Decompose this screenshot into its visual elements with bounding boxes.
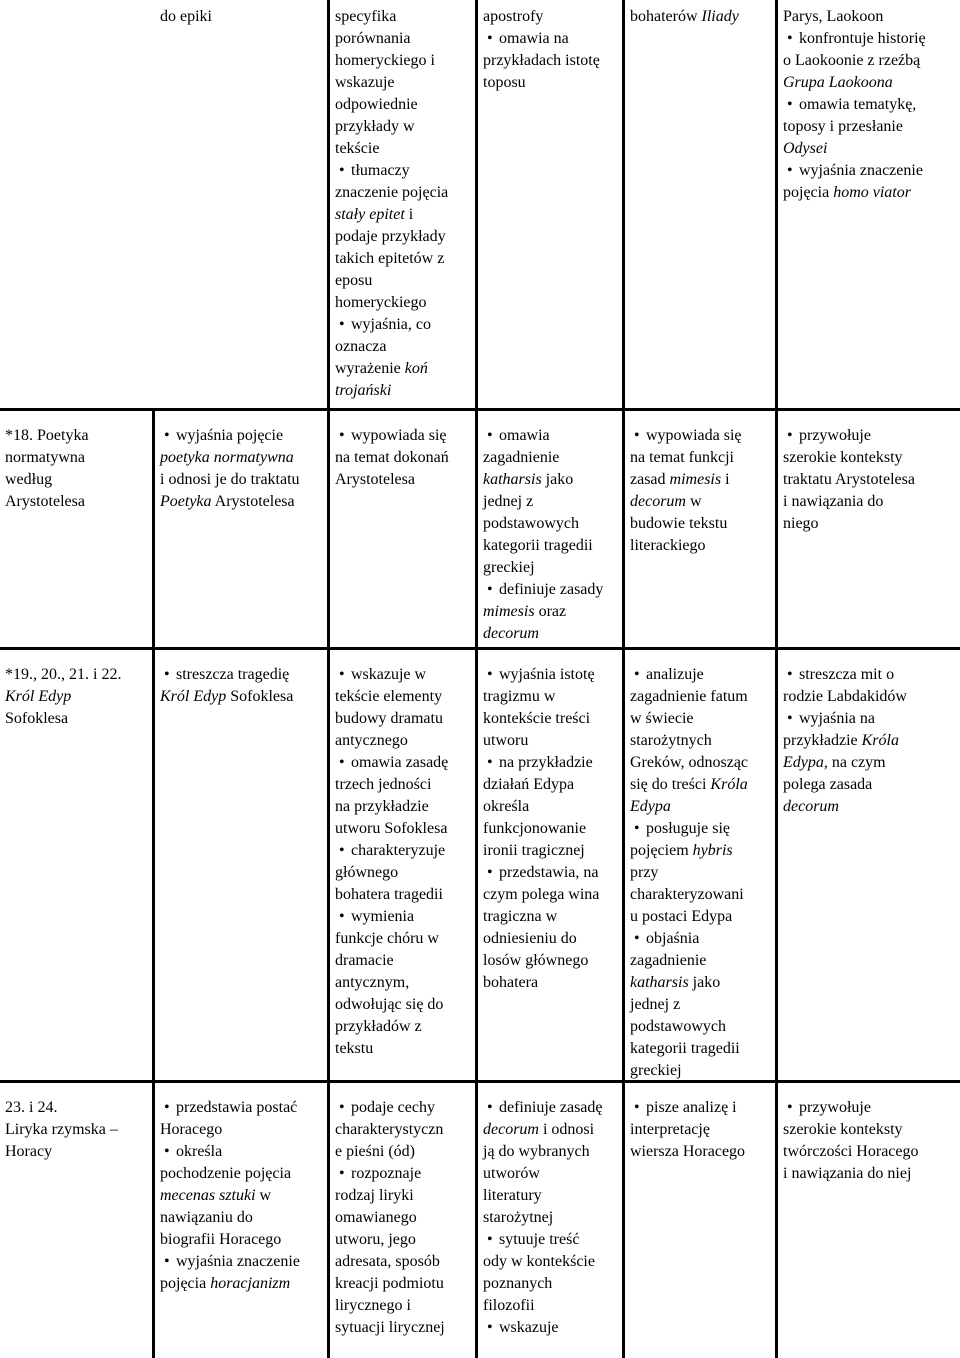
cell-line: • wymienia [335,906,470,928]
cell-line: literackiego [630,537,706,554]
cell-line: takich epitetów z [335,250,445,267]
cell-line: *18. Poetyka [5,427,89,444]
cell-top-need-very-good [625,0,778,411]
cell-line: niego [783,515,819,532]
cell-line: greckiej [630,1062,682,1079]
cell-line: pojęcia horacjanizm [160,1275,291,1292]
cell-line: dramacie [335,952,394,969]
cell-r23-topic [0,1083,155,1358]
cell-line: • przedstawia postać [160,1097,322,1119]
cell-line: adresata, sposób [335,1253,440,1270]
cell-line: sytuacji lirycznej [335,1319,445,1336]
cell-line: • wyjaśnia znaczenie [783,160,955,182]
cell-line: kategorii tragedii [630,1040,740,1057]
cell-line: • wyjaśnia istotę [483,664,617,686]
cell-line: Parys, Laokoon [783,8,884,25]
cell-line: • omawia tematykę, [783,94,955,116]
cell-r19-need-adequate [330,650,478,1083]
cell-r18-need-excellent [778,411,960,650]
cell-r18-need-adequate [330,411,478,650]
cell-line: katharsis jako [483,471,574,488]
cell-line: • definiuje zasadę [483,1097,617,1119]
cell-line: traktatu Arystotelesa [783,471,915,488]
cell-line: • przywołuje [783,1097,955,1119]
cell-line: ironii tragicznej [483,842,585,859]
cell-line: Edypa [630,798,671,815]
cell-line: bohatera tragedii [335,886,443,903]
cell-top-topic [0,0,155,411]
cell-line: lirycznego i [335,1297,411,1314]
cell-line: charakterystyczn [335,1121,444,1138]
cell-line: Horacego [160,1121,223,1138]
cell-line: • omawia zasadę [335,752,470,774]
cell-line: *19., 20., 21. i 22. [5,666,122,683]
cell-line: stały epitet i [335,206,414,223]
cell-line: poznanych [483,1275,553,1292]
cell-line: • przywołuje [783,425,955,447]
cell-line: zasad mimesis i [630,471,730,488]
cell-line: • rozpoznaje [335,1163,470,1185]
cell-top-need-adequate [330,0,478,411]
cell-line: szerokie konteksty [783,1121,903,1138]
cell-line: Edypa, na czym [783,754,886,771]
cell-top-need-basic [155,0,330,411]
cell-top-need-good [478,0,625,411]
cell-line: • wyjaśnia, co [335,314,470,336]
cell-line: 23. i 24. [5,1099,58,1116]
cell-line: antycznym, [335,974,410,991]
cell-line: do epiki [160,8,212,25]
cell-line: filozofii [483,1297,535,1314]
cell-line: budowy dramatu [335,710,443,727]
cell-line: pochodzenie pojęcia [160,1165,292,1182]
cell-r18-need-good [478,411,625,650]
cell-line: tragiczna w [483,908,558,925]
cell-line: jednej z [483,493,534,510]
cell-line: poetyka normatywna [160,449,294,466]
cell-line: toposy i przesłanie [783,118,903,135]
cell-line: utworu, jego [335,1231,416,1248]
cell-line: Horacy [5,1143,53,1160]
cell-line: decorum i odnosi [483,1121,595,1138]
cell-line: Sofoklesa [5,710,69,727]
cell-r19-need-excellent [778,650,960,1083]
cell-line: podstawowych [483,515,579,532]
cell-line: Król Edyp [5,688,72,705]
cell-line: e pieśni (ód) [335,1143,415,1160]
cell-r23-need-very-good [625,1083,778,1358]
cell-line: apostrofy [483,8,544,25]
cell-line: wyrażenie koń [335,360,428,377]
cell-line: • wyjaśnia na [783,708,955,730]
cell-line: • wyjaśnia pojęcie [160,425,322,447]
cell-line: określa [483,798,530,815]
cell-line: utworów [483,1165,540,1182]
cell-line: bohaterów Iliady [630,8,739,25]
cell-line: pojęciem hybris [630,842,733,859]
cell-line: i odnosi je do traktatu [160,471,300,488]
cell-line: • posługuje się [630,818,770,840]
cell-r18-need-basic [155,411,330,650]
cell-line: • na przykładzie [483,752,617,774]
cell-line: • wypowiada się [335,425,470,447]
cell-line: pojęcia homo viator [783,184,911,201]
cell-line: według [5,471,53,488]
cell-top-need-excellent [778,0,960,411]
cell-line: rodzie Labdakidów [783,688,907,705]
cell-line: w świecie [630,710,694,727]
cell-line: wskazuje [335,74,395,91]
cell-r23-need-basic [155,1083,330,1358]
cell-line: tekstu [335,1040,374,1057]
cell-line: • podaje cechy [335,1097,470,1119]
cell-line: • określa [160,1141,322,1163]
cell-line: przykłady w [335,118,415,135]
cell-line: homeryckiego i [335,52,435,69]
cell-line: • omawia na [483,28,617,50]
cell-line: literatury [483,1187,542,1204]
cell-line: bohatera [483,974,539,991]
cell-line: odwołując się do [335,996,444,1013]
cell-line: antycznego [335,732,408,749]
cell-line: przykładów z [335,1018,422,1035]
cell-r18-need-very-good [625,411,778,650]
cell-line: Arystotelesa [5,493,85,510]
cell-line: • charakteryzuje [335,840,470,862]
cell-r19-need-good [478,650,625,1083]
cell-line: Greków, odnosząc [630,754,749,771]
cell-line: działań Edypa [483,776,575,793]
cell-line: polega zasada [783,776,873,793]
cell-line: kreacji podmiotu [335,1275,444,1292]
cell-line: eposu [335,272,373,289]
cell-line: greckiej [483,559,535,576]
cell-line: przykładach istotę [483,52,600,69]
cell-line: • wypowiada się [630,425,770,447]
cell-line: i nawiązania do niej [783,1165,912,1182]
cell-line: porównania [335,30,411,47]
cell-line: przykładzie Króla [783,732,899,749]
cell-line: i nawiązania do [783,493,884,510]
cell-line: podstawowych [630,1018,726,1035]
cell-line: odniesieniu do [483,930,577,947]
cell-line: omawianego [335,1209,417,1226]
cell-line: u postaci Edypa [630,908,733,925]
cell-line: wiersza Horacego [630,1143,746,1160]
cell-line: • streszcza tragedię [160,664,322,686]
cell-line: • wskazuje [483,1317,617,1339]
cell-line: Arystotelesa [335,471,415,488]
cell-line: utworu [483,732,529,749]
cell-line: kontekście treści [483,710,591,727]
cell-line: funkcje chóru w [335,930,439,947]
cell-line: • analizuje [630,664,770,686]
cell-line: toposu [483,74,526,91]
cell-line: • wskazuje w [335,664,470,686]
cell-line: na przykładzie [335,798,429,815]
cell-line: tekście elementy [335,688,443,705]
cell-line: na temat funkcji [630,449,734,466]
cell-line: • konfrontuje historię [783,28,955,50]
cell-line: • streszcza mit o [783,664,955,686]
cell-line: się do treści Króla [630,776,748,793]
cell-line: interpretację [630,1121,710,1138]
cell-r23-need-adequate [330,1083,478,1358]
cell-line: Odysei [783,140,828,157]
cell-r19-topic [0,650,155,1083]
cell-line: decorum [783,798,839,815]
cell-line: mimesis oraz [483,603,567,620]
cell-r23-need-good [478,1083,625,1358]
cell-r19-need-basic [155,650,330,1083]
cell-line: oznacza [335,338,387,355]
cell-line: decorum [483,625,539,642]
cell-line: mecenas sztuki w [160,1187,272,1204]
cell-line: biografii Horacego [160,1231,282,1248]
cell-line: tekście [335,140,380,157]
cell-line: głównego [335,864,399,881]
cell-line: Liryka rzymska – [5,1121,118,1138]
cell-line: o Laokoonie z rzeźbą [783,52,921,69]
cell-line: starożytnych [630,732,712,749]
cell-line: • objaśnia [630,928,770,950]
cell-line: budowie tekstu [630,515,728,532]
cell-line: zagadnienie [483,449,560,466]
cell-line: czym polega wina [483,886,600,903]
cell-line: na temat dokonań [335,449,449,466]
cell-line: ody w kontekście [483,1253,595,1270]
cell-line: decorum w [630,493,702,510]
cell-line: jednej z [630,996,681,1013]
cell-line: tragizmu w [483,688,556,705]
cell-r19-need-very-good [625,650,778,1083]
cell-line: szerokie konteksty [783,449,903,466]
cell-line: trzech jedności [335,776,432,793]
cell-line: • sytuuje treść [483,1229,617,1251]
cell-line: homeryckiego [335,294,427,311]
cell-line: • definiuje zasady [483,579,617,601]
cell-line: normatywna [5,449,85,466]
cell-r18-topic [0,411,155,650]
cell-r23-need-excellent [778,1083,960,1358]
cell-line: nawiązaniu do [160,1209,253,1226]
cell-line: Król Edyp Sofoklesa [160,688,294,705]
cell-line: • tłumaczy [335,160,470,182]
cell-line: utworu Sofoklesa [335,820,448,837]
cell-line: Grupa Laokoona [783,74,893,91]
cell-line: funkcjonowanie [483,820,587,837]
cell-line: podaje przykłady [335,228,446,245]
cell-line: specyfika [335,8,397,25]
cell-line: rodzaj liryki [335,1187,414,1204]
cell-line: Poetyka Arystotelesa [160,493,295,510]
cell-line: twórczości Horacego [783,1143,919,1160]
cell-line: trojański [335,382,392,399]
cell-line: • wyjaśnia znaczenie [160,1251,322,1273]
cell-line: losów głównego [483,952,589,969]
cell-line: kategorii tragedii [483,537,593,554]
cell-line: • przedstawia, na [483,862,617,884]
cell-line: ją do wybranych [483,1143,590,1160]
cell-line: katharsis jako [630,974,721,991]
cell-line: odpowiednie [335,96,418,113]
cell-line: starożytnej [483,1209,554,1226]
cell-line: • omawia [483,425,617,447]
cell-line: przy [630,864,659,881]
cell-line: charakteryzowani [630,886,744,903]
cell-line: • pisze analizę i [630,1097,770,1119]
cell-line: zagadnienie fatum [630,688,748,705]
cell-line: znaczenie pojęcia [335,184,449,201]
cell-line: zagadnienie [630,952,707,969]
